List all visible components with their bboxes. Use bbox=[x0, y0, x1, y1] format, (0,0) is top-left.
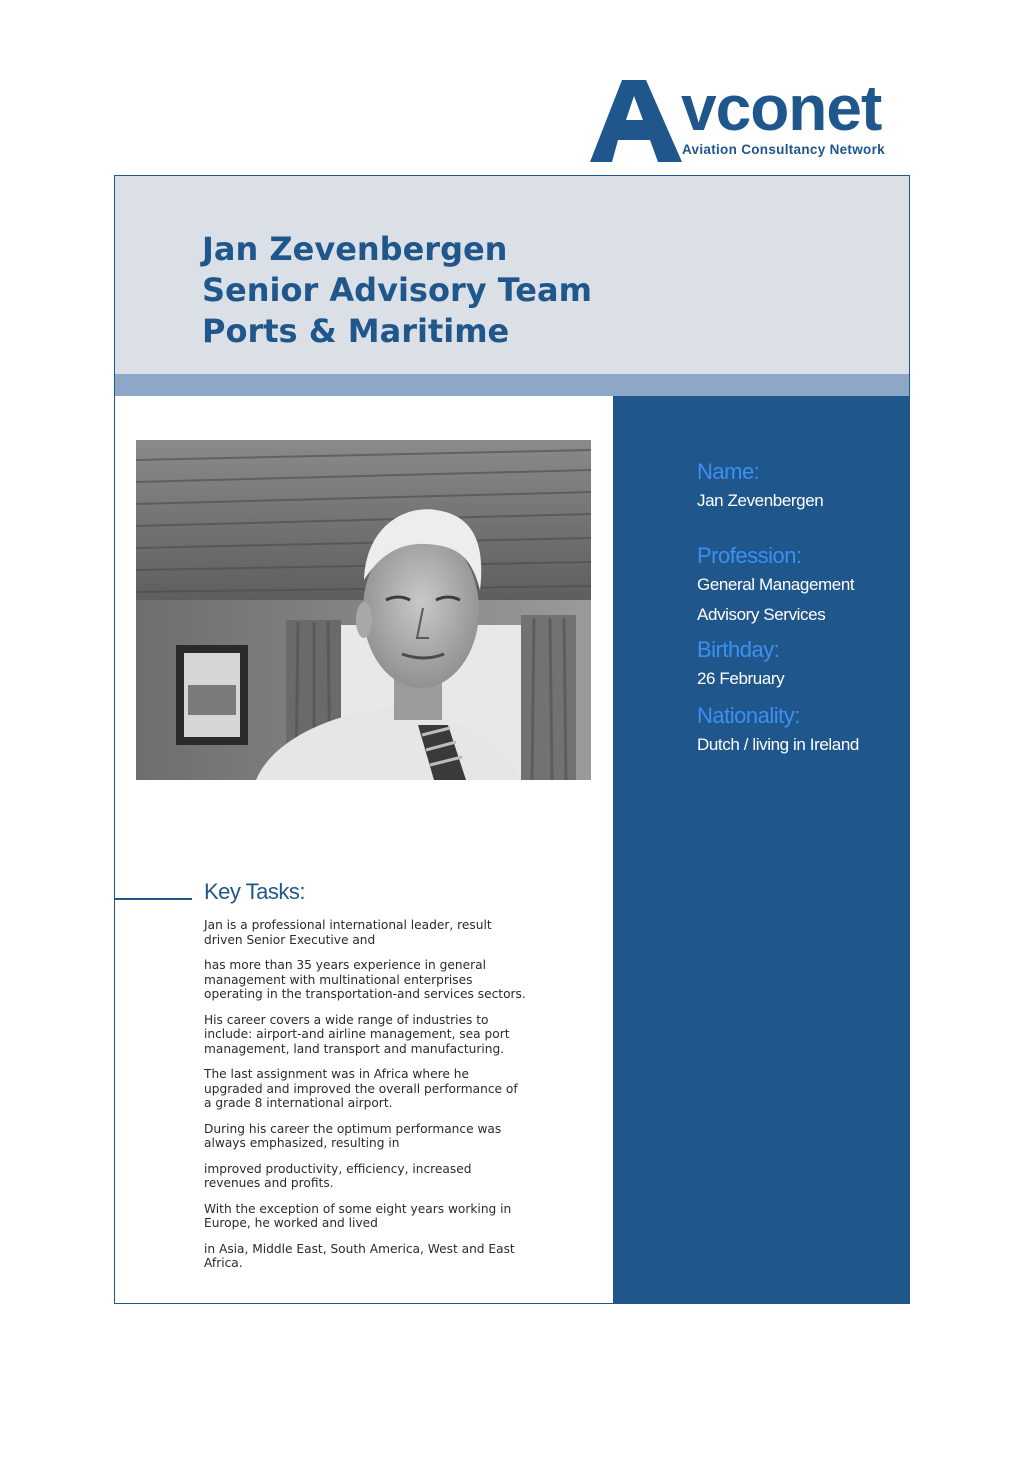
key-tasks-paragraph: has more than 35 years experience in general management with multinational enterprises operating in the transportation-and services sectors. bbox=[204, 958, 526, 1001]
key-tasks-paragraph: The last assignment was in Africa where he upgraded and improved the overall performance of a grade 8 international airport. bbox=[204, 1067, 518, 1110]
key-tasks-paragraph: in Asia, Middle East, South America, West and East Africa. bbox=[204, 1241, 515, 1270]
key-tasks-rule bbox=[115, 898, 192, 900]
birthday-label: Birthday: bbox=[697, 637, 780, 662]
logo-a-mark-icon bbox=[588, 78, 684, 164]
key-tasks-paragraph: During his career the optimum performance was always emphasized, resulting in bbox=[204, 1121, 502, 1150]
profile-card bbox=[114, 175, 910, 1304]
key-tasks-body bbox=[204, 918, 574, 1282]
key-tasks-paragraph: His career covers a wide range of industries to include: airport-and airline management, sea port management, land transport and manufacturing. bbox=[204, 1012, 510, 1056]
info-panel bbox=[697, 458, 897, 760]
portrait-photo-icon bbox=[136, 440, 591, 780]
page-title bbox=[202, 229, 592, 352]
title-line-name: Jan Zevenbergen bbox=[202, 230, 508, 268]
nationality-label: Nationality: bbox=[697, 703, 800, 728]
key-tasks-paragraph: improved productivity, efficiency, increased revenues and profits. bbox=[204, 1161, 472, 1190]
key-tasks-paragraph: With the exception of some eight years working in Europe, he worked and lived bbox=[204, 1201, 512, 1230]
profession-value-1: General Management bbox=[697, 575, 855, 594]
avconet-logo bbox=[588, 72, 908, 168]
logo-tagline: Aviation Consultancy Network bbox=[682, 142, 885, 157]
accent-divider bbox=[115, 374, 909, 396]
header-band bbox=[115, 176, 909, 374]
portrait-photo bbox=[136, 440, 591, 780]
birthday-value: 26 February bbox=[697, 669, 785, 688]
name-label: Name: bbox=[697, 459, 760, 484]
title-line-team: Senior Advisory Team bbox=[202, 271, 592, 309]
key-tasks-paragraph: Jan is a professional international leader, result driven Senior Executive and bbox=[204, 918, 492, 947]
title-line-sector: Ports & Maritime bbox=[202, 312, 510, 350]
logo-brand-text: vconet bbox=[681, 72, 882, 144]
nationality-value: Dutch / living in Ireland bbox=[697, 735, 859, 754]
profession-label: Profession: bbox=[697, 543, 802, 568]
key-tasks-title: Key Tasks: bbox=[204, 879, 305, 904]
name-value: Jan Zevenbergen bbox=[697, 491, 824, 510]
profession-value-2: Advisory Services bbox=[697, 605, 826, 624]
